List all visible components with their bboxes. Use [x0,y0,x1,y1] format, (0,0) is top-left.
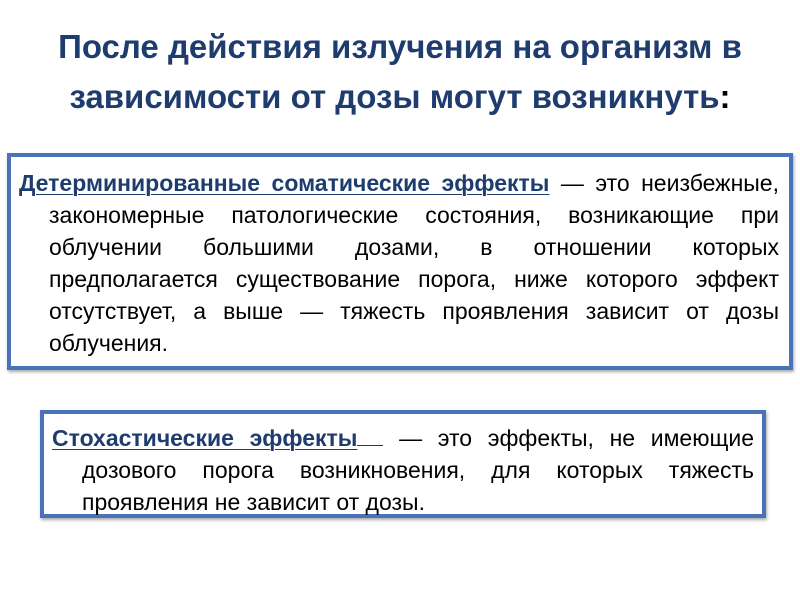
term-underline-spacer [357,423,383,446]
slide-title-text: После действия излучения на организм в зависимости от дозы могут возникнуть [58,28,742,115]
deterministic-effects-box [7,153,793,370]
stochastic-effects-definition: — это эффекты, не имеющие дозового порога возникновения, для которых тяжесть проявления не зависит от дозы. [82,425,754,515]
deterministic-effects-term: Детерминированные соматические эффекты [19,170,550,196]
deterministic-effects-definition: — это неизбежные, закономерные патологические состояния, возникающие при облучении большими дозами, в отношении которых предполагается существование порога, ниже которого эффект отсутствует, а выше — тяжесть проявления зависит от дозы облучения. [49,170,779,356]
slide-title-colon: : [719,78,731,115]
stochastic-effects-box [40,410,766,518]
stochastic-effects-term: Стохастические эффекты [52,425,358,451]
slide-title [0,22,800,122]
